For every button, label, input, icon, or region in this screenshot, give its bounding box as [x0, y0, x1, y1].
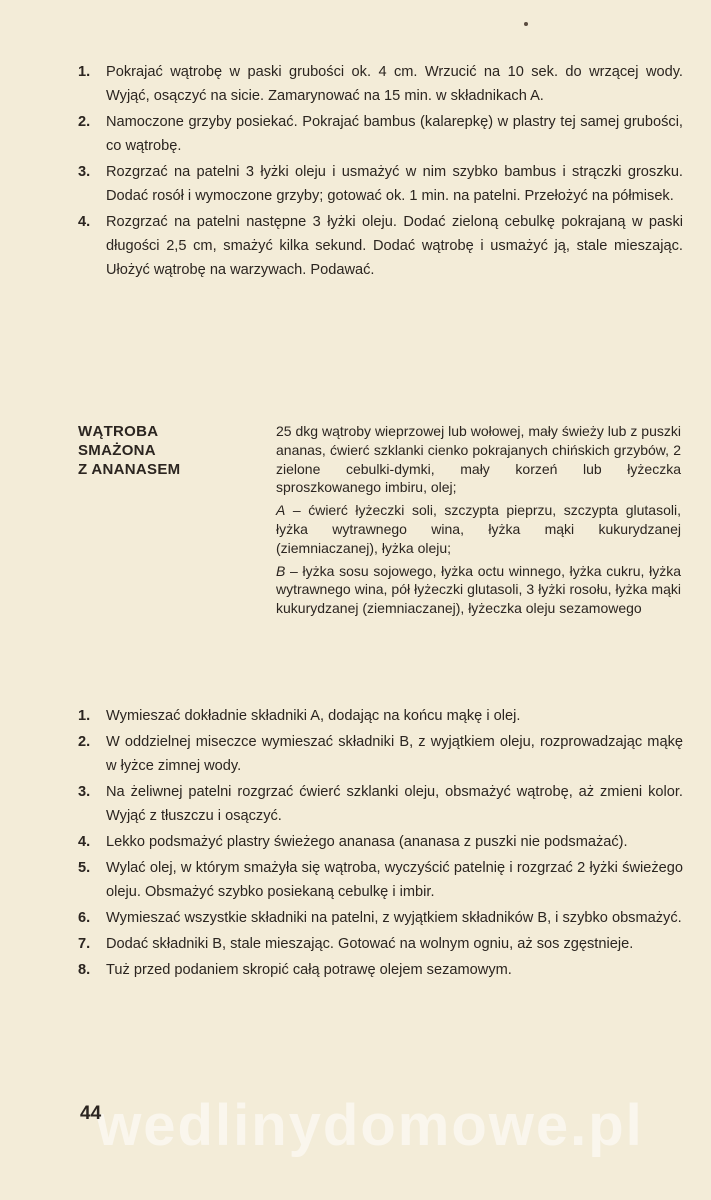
page-number: 44: [80, 1103, 102, 1124]
step-number: 4.: [78, 214, 91, 230]
ingredients-group-b: [276, 562, 681, 618]
step-text: Tuż przed podaniem skropić całą potrawę olejem sezamowym.: [106, 962, 512, 978]
group-a-label: A: [276, 502, 286, 519]
recipe-title-line: SMAŻONA: [78, 442, 156, 459]
step-text: Pokrajać wątrobę w paski grubości ok. 4 cm. Wrzucić na 10 sek. do wrzącej wody. Wyjąć, osączyć na sicie. Zamarynować na 15 min. w składnikach A.: [106, 64, 683, 104]
recipe-title-line: Z ANANASEM: [78, 461, 181, 478]
site-watermark: wedlinydomowe.pl: [96, 1093, 644, 1158]
step-text: Dodać składniki B, stale mieszając. Gotować na wolnym ogniu, aż sos zgęstnieje.: [106, 936, 634, 952]
step-item: [78, 830, 683, 854]
group-b-text: – łyżka sosu sojowego, łyżka octu winnego, łyżka cukru, łyżka wytrawnego wina, pół łyżeczki glutasoli, 3 łyżki rosołu, łyżka mąki kukurydzanej (ziemniaczanej), łyżeczka oleju sezamowego: [276, 562, 681, 617]
group-a-text: – ćwierć łyżeczki soli, szczypta pieprzu, szczypta glutasoli, łyżka wytrawnego wina, łyżka mąki kukurydzanej (ziemniaczanej), łyżka oleju;: [276, 502, 681, 556]
step-item: [78, 856, 683, 904]
step-item: [78, 932, 683, 956]
step-item: [78, 704, 683, 728]
step-number: 1.: [78, 708, 91, 724]
step-number: 2.: [78, 114, 91, 130]
step-number: 4.: [78, 834, 91, 850]
preparation-steps-previous-recipe: [78, 60, 683, 284]
ingredients-main: 25 dkg wątroby wieprzowej lub wołowej, mały świeży lub z puszki ananas, ćwierć szklanki cienko pokrajanych chińskich grzybów, 2 zielone cebulki-dymki, mały korzeń lub łyżeczka sproszkowanego imbiru, olej;: [276, 423, 681, 496]
step-number: 5.: [78, 860, 91, 876]
step-item: [78, 160, 683, 208]
step-item: [78, 906, 683, 930]
step-text: Rozgrzać na patelni 3 łyżki oleju i usmażyć w nim szybko bambus i strączki groszku. Dodać rosół i wymoczone grzyby; gotować ok. 1 min. na patelni. Przełożyć na półmisek.: [106, 164, 683, 204]
step-number: 1.: [78, 64, 91, 80]
step-number: 2.: [78, 734, 91, 750]
step-text: Rozgrzać na patelni następne 3 łyżki oleju. Dodać zieloną cebulkę pokrajaną w paski długości 2,5 cm, smażyć kilka sekund. Dodać wątrobę i usmażyć ją, stale mieszając. Ułożyć wątrobę na warzywach. Podawać.: [106, 214, 683, 278]
step-item: [78, 210, 683, 282]
preparation-steps: [78, 704, 683, 984]
step-item: [78, 958, 683, 982]
step-number: 7.: [78, 936, 91, 952]
step-text: Lekko podsmażyć plastry świeżego ananasa (ananasa z puszki nie podsmażać).: [106, 834, 628, 850]
print-speck: [524, 22, 528, 26]
step-text: W oddzielnej miseczce wymieszać składniki B, z wyjątkiem oleju, rozprowadzając mąkę w łyżce zimnej wody.: [106, 734, 683, 774]
step-number: 3.: [78, 164, 91, 180]
recipe-title: [78, 422, 258, 479]
step-text: Wymieszać dokładnie składniki A, dodając na końcu mąkę i olej.: [106, 708, 521, 724]
step-text: Na żeliwnej patelni rozgrzać ćwierć szklanki oleju, obsmażyć wątrobę, aż zmieni kolor. Wyjąć z tłuszczu i osączyć.: [106, 784, 683, 824]
step-text: Namoczone grzyby posiekać. Pokrajać bambus (kalarepkę) w plastry tej samej grubości, co wątrobę.: [106, 114, 683, 154]
step-text: Wymieszać wszystkie składniki na patelni, z wyjątkiem składników B, i szybko obsmażyć.: [106, 910, 682, 926]
ingredients-group-a: [276, 501, 681, 557]
group-b-label: B: [276, 562, 286, 579]
step-item: [78, 780, 683, 828]
step-item: [78, 730, 683, 778]
step-text: Wylać olej, w którym smażyła się wątroba, wyczyścić patelnię i rozgrzać 2 łyżki świeżego oleju. Obsmażyć szybko posiekaną cebulkę i imbir.: [106, 860, 683, 900]
ingredients-block: [276, 422, 681, 622]
step-number: 8.: [78, 962, 91, 978]
step-item: [78, 60, 683, 108]
step-number: 3.: [78, 784, 91, 800]
step-number: 6.: [78, 910, 91, 926]
step-item: [78, 110, 683, 158]
recipe-title-line: WĄTROBA: [78, 423, 159, 440]
